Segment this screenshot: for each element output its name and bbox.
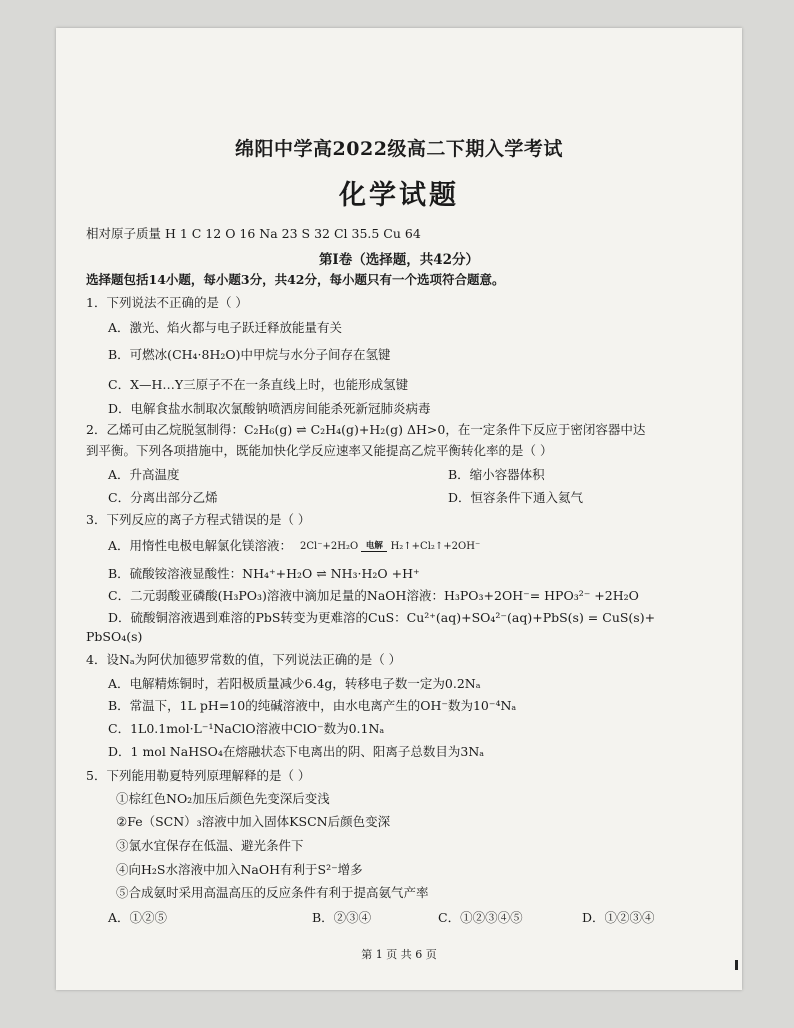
q5-item-3: ③氯水宜保存在低温、避光条件下: [116, 838, 304, 853]
equation-left: 2Cl⁻+2H₂O: [300, 541, 359, 552]
q1-option-d: D．电解食盐水制取次氯酸钠喷洒房间能杀死新冠肺炎病毒: [108, 401, 431, 416]
q2-option-c: C．分离出部分乙烯: [108, 490, 218, 505]
q3-option-a: [108, 536, 480, 554]
q2-option-d: D．恒容条件下通入氦气: [448, 490, 584, 505]
q5-option-a: A．①②⑤: [108, 910, 168, 925]
q2-option-a: A．升高温度: [108, 467, 180, 482]
q5-item-4: ④向H₂S水溶液中加入NaOH有利于S²⁻增多: [116, 862, 363, 877]
instructions: 选择题包括14小题，每小题3分，共42分，每小题只有一个选项符合题意。: [86, 272, 505, 287]
q3-option-b: B．硫酸铵溶液显酸性：NH₄⁺+H₂O ⇌ NH₃·H₂O +H⁺: [108, 566, 420, 581]
equation-condition: 电解: [365, 541, 383, 551]
q2-stem-line1: 2．乙烯可由乙烷脱氢制得：C₂H₆(g) ⇌ C₂H₄(g)+H₂(g) ΔH>0，在一定条件下反应于密闭容器中达: [86, 422, 646, 437]
equation-bar: [361, 551, 387, 552]
equation-right: H₂↑+Cl₂↑+2OH⁻: [390, 541, 481, 552]
q4-option-d: D．1 mol NaHSO₄在熔融状态下电离出的阴、阳离子总数目为3Nₐ: [108, 744, 485, 759]
q2-option-b: B．缩小容器体积: [448, 467, 545, 482]
electrolysis-equation: [300, 541, 480, 552]
q5-option-b: B．②③④: [312, 910, 372, 925]
q3-stem: 3．下列反应的离子方程式错误的是（ ）: [86, 512, 311, 527]
page-footer: 第 1 页 共 6 页: [361, 948, 437, 961]
page-content: [56, 28, 742, 990]
section-title: 第Ⅰ卷（选择题，共42分）: [318, 252, 480, 268]
q4-option-b: B．常温下，1L pH=10的纯碱溶液中，由水电离产生的OH⁻数为10⁻⁴Nₐ: [108, 698, 517, 713]
q5-item-2: ②Fe（SCN）₃溶液中加入固体KSCN后颜色变深: [116, 814, 391, 829]
q5-item-5: ⑤合成氨时采用高温高压的反应条件有利于提高氨气产率: [116, 885, 429, 900]
subject-title: 化学试题: [339, 180, 459, 211]
q5-option-c: C．①②③④⑤: [438, 910, 523, 925]
q4-option-a: A．电解精炼铜时，若阳极质量减少6.4g，转移电子数一定为0.2Nₐ: [108, 676, 481, 691]
corner-mark: [735, 960, 738, 970]
q3-option-c: C．二元弱酸亚磷酸(H₃PO₃)溶液中滴加足量的NaOH溶液：H₃PO₃+2OH⁻= HPO₃²⁻ +2H₂O: [108, 588, 639, 603]
q3-option-d-line1: D．硫酸铜溶液遇到难溶的PbS转变为更难溶的CuS：Cu²⁺(aq)+SO₄²⁻(aq)+PbS(s) = CuS(s)+: [108, 610, 656, 625]
equation-arrow: [361, 542, 387, 552]
exam-title: 绵阳中学高2022级高二下期入学考试: [235, 138, 563, 160]
q1-stem: 1．下列说法不正确的是（ ）: [86, 295, 248, 310]
q3-option-a-text: A．用惰性电极电解氯化镁溶液：: [108, 538, 293, 553]
q4-stem: 4．设Nₐ为阿伏加德罗常数的值，下列说法正确的是（ ）: [86, 652, 402, 667]
q5-option-d: D．①②③④: [582, 910, 655, 925]
q1-option-b: B．可燃冰(CH₄·8H₂O)中甲烷与水分子间存在氢键: [108, 347, 391, 362]
q3-option-d-line2: PbSO₄(s): [86, 629, 143, 644]
atomic-masses: 相对原子质量 H 1 C 12 O 16 Na 23 S 32 Cl 35.5 Cu 64: [86, 226, 421, 241]
q1-option-c: C．X—H…Y三原子不在一条直线上时，也能形成氢键: [108, 377, 409, 392]
q1-option-a: A．激光、焰火都与电子跃迁释放能量有关: [108, 320, 343, 335]
q4-option-c: C．1L0.1mol·L⁻¹NaClO溶液中ClO⁻数为0.1Nₐ: [108, 721, 385, 736]
q2-stem-line2: 到平衡。下列各项措施中，既能加快化学反应速率又能提高乙烷平衡转化率的是（ ）: [86, 443, 553, 458]
q5-stem: 5．下列能用勒夏特列原理解释的是（ ）: [86, 768, 311, 783]
exam-page: [56, 28, 742, 990]
q5-item-1: ①棕红色NO₂加压后颜色先变深后变浅: [116, 791, 330, 806]
